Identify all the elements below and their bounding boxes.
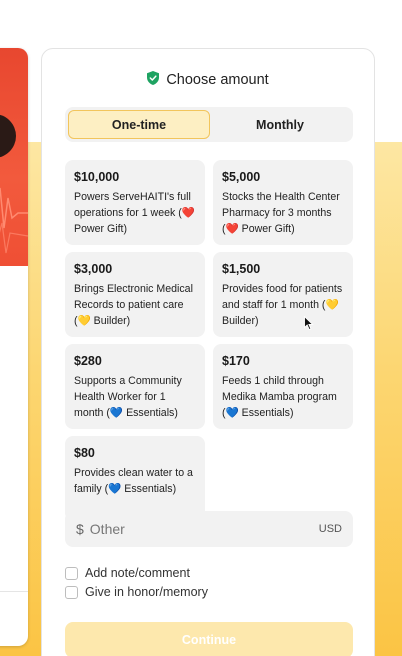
tile-description: Stocks the Health Center Pharmacy for 3 months (❤️ Power Gift) bbox=[222, 191, 340, 235]
frequency-toggle bbox=[65, 107, 353, 142]
heart-icon: ❤️ bbox=[181, 207, 195, 219]
amount-tile[interactable] bbox=[65, 344, 205, 429]
form-header bbox=[42, 69, 374, 91]
heart-icon: 💙 bbox=[225, 407, 239, 419]
add-note-checkbox[interactable] bbox=[65, 567, 78, 580]
amount-tile[interactable] bbox=[213, 344, 353, 429]
tile-amount: $80 bbox=[74, 446, 95, 460]
mouse-cursor-icon bbox=[304, 316, 314, 336]
heart-icon: 💛 bbox=[77, 315, 91, 327]
tile-amount: $10,000 bbox=[74, 170, 120, 184]
continue-button[interactable]: Continue bbox=[65, 622, 353, 656]
amount-tile[interactable] bbox=[213, 252, 353, 337]
form-title: Choose amount bbox=[166, 72, 269, 88]
tile-description: Powers ServeHAITI's full operations for 1 week (❤️ Power Gift) bbox=[74, 191, 195, 235]
heart-icon: 💛 bbox=[325, 299, 339, 311]
heart-icon: 💙 bbox=[109, 407, 124, 419]
tile-description: Supports a Community Health Worker for 1 month (💙 Essentials) bbox=[74, 375, 182, 419]
donation-form-card bbox=[41, 48, 375, 656]
amount-tile[interactable] bbox=[213, 160, 353, 245]
shield-check-icon bbox=[147, 71, 159, 90]
tile-amount: $280 bbox=[74, 354, 102, 368]
tile-description: Brings Electronic Medical Records to patient care (💛 Builder) bbox=[74, 283, 193, 327]
amount-tile[interactable] bbox=[65, 252, 205, 337]
one-time-option[interactable]: One-time bbox=[68, 110, 210, 139]
tile-amount: $1,500 bbox=[222, 262, 261, 276]
tile-amount: $5,000 bbox=[222, 170, 261, 184]
tile-amount: $170 bbox=[222, 354, 250, 368]
amount-tile[interactable] bbox=[65, 160, 205, 245]
amount-tile[interactable] bbox=[65, 436, 205, 521]
honor-memory-option[interactable] bbox=[65, 583, 208, 601]
heart-icon: ❤️ bbox=[225, 223, 239, 235]
tile-amount: $3,000 bbox=[74, 262, 113, 276]
campaign-card-partial bbox=[0, 48, 28, 646]
add-note-option[interactable] bbox=[65, 564, 190, 582]
honor-memory-checkbox[interactable] bbox=[65, 586, 78, 599]
campaign-hero-image bbox=[0, 48, 28, 266]
other-amount-placeholder: Other bbox=[89, 521, 125, 537]
currency-label: USD bbox=[318, 523, 342, 535]
card-divider bbox=[0, 591, 28, 592]
dollar-sign: $ bbox=[76, 521, 84, 537]
honor-memory-label: Give in honor/memory bbox=[85, 585, 208, 599]
add-note-label: Add note/comment bbox=[85, 566, 190, 580]
monthly-option[interactable]: Monthly bbox=[256, 117, 304, 132]
tile-description: Provides clean water to a family (💙 Essentials) bbox=[74, 467, 193, 495]
tile-description: Feeds 1 child through Medika Mamba program (💙 Essentials) bbox=[222, 375, 337, 419]
other-amount-input[interactable] bbox=[65, 511, 353, 547]
heart-icon: 💙 bbox=[108, 483, 122, 495]
tile-description: Provides food for patients and staff for 1 month (💛 Builder) bbox=[222, 283, 343, 327]
